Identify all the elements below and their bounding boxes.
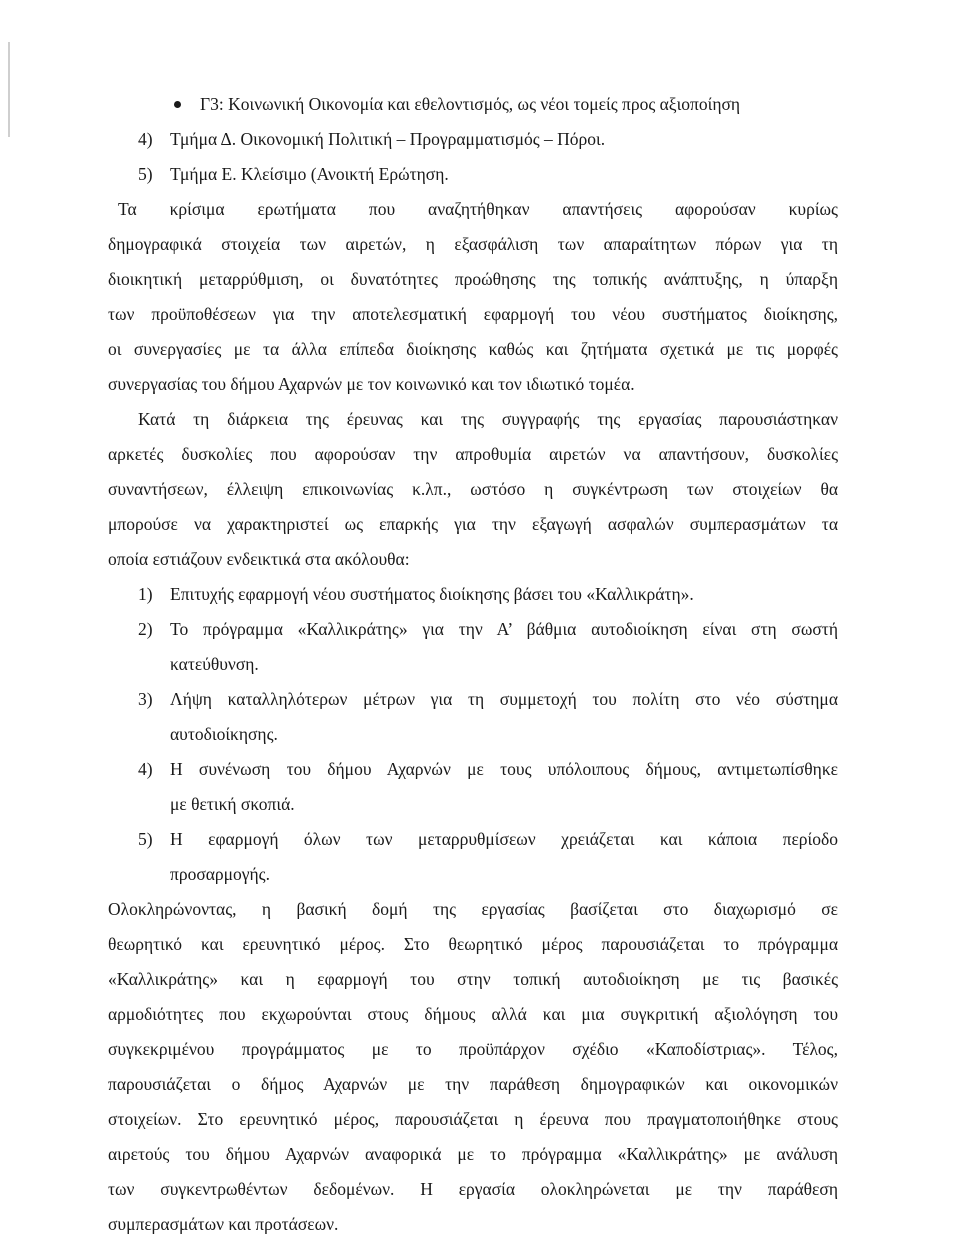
list-item: 2) Το πρόγραμμα «Καλλικράτης» για την Α’ βάθμια αυτοδιοίκηση είναι στη σωστή [138,619,838,639]
paragraph-line: μπορούσε να χαρακτηριστεί ως επαρκής για την εξαγωγή ασφαλών συμπερασμάτων τα [108,514,838,534]
paragraph-line: των προϋποθέσεων για την αποτελεσματική εφαρμογή του νέου συστήματος διοίκησης, [108,304,838,324]
paragraph-line: συμπερασμάτων και προτάσεων. [108,1214,339,1234]
bullet-dot-icon [174,101,181,108]
list-item-continuation: με θετική σκοπιά. [170,794,295,814]
list-item-continuation: αυτοδιοίκησης. [170,724,278,744]
paragraph-difficulties [108,402,838,577]
list-item-continuation: κατεύθυνση. [170,654,259,674]
paragraph-line: δημογραφικά στοιχεία των αιρετών, η εξασφάλιση των απαραίτητων πόρων για τη [108,234,838,254]
scan-edge-line [8,42,10,137]
bullet-item [108,87,838,122]
paragraph-line: διοικητική μεταρρύθμιση, οι δυνατότητες προώθησης της τοπικής ανάπτυξης, η ύπαρξη [108,269,838,289]
conclusions-list [108,577,838,892]
document-page [108,87,838,1242]
list-item: 4) Η συνένωση του δήμου Αχαρνών με τους υπόλοιπους δήμους, αντιμετωπίσθηκε [138,759,838,779]
paragraph-line: «Καλλικράτης» και η εφαρμογή του στην τοπική αυτοδιοίκηση με τις βασικές [108,969,838,989]
paragraph-structure [108,892,838,1242]
paragraph-line: συγκεκριμένου προγράμματος με το προϋπάρχον σχέδιο «Καποδίστριας». Τέλος, [108,1039,838,1059]
paragraph-line: των συγκεντρωθέντων δεδομένων. Η εργασία ολοκληρώνεται με την παράθεση [108,1179,838,1199]
paragraph-line: οποία εστιάζουν ενδεικτικά στα ακόλουθα: [108,549,410,569]
paragraph-line: αρκετές δυσκολίες που αφορούσαν την απροθυμία αιρετών να απαντήσουν, δυσκολίες [108,444,838,464]
paragraph-line: παρουσιάζεται ο δήμος Αχαρνών με την παράθεση δημογραφικών και οικονομικών [108,1074,838,1094]
paragraph-line: Κατά τη διάρκεια της έρευνας και της συγγραφής της εργασίας παρουσιάστηκαν [138,409,838,429]
paragraph-line: αρμοδιότητες που εκχωρούνται στους δήμους αλλά και μια συγκριτική αξιολόγηση του [108,1004,838,1024]
list-item: 5) Η εφαρμογή όλων των μεταρρυθμίσεων χρειάζεται και κάποια περίοδο [138,829,838,849]
paragraph-line: στοιχείων. Στο ερευνητικό μέρος, παρουσιάζεται η έρευνα που πραγματοποιήθηκε στους [108,1109,838,1129]
paragraph-questions [108,192,838,402]
section-item-5: 5) Τμήμα Ε. Κλείσιμο (Ανοικτή Ερώτηση. [138,164,449,184]
list-item-continuation: προσαρμογής. [170,864,270,884]
paragraph-line: Ολοκληρώνοντας, η βασική δομή της εργασίας βασίζεται στο διαχωρισμό σε [108,899,838,919]
paragraph-line: οι συνεργασίες με τα άλλα επίπεδα διοίκησης καθώς και ζητήματα σχετικά με τις μορφές [108,339,838,359]
paragraph-line: συνεργασίας του δήμου Αχαρνών με τον κοινωνικό και τον ιδιωτικό τομέα. [108,374,635,394]
list-item: 3) Λήψη καταλληλότερων μέτρων για τη συμμετοχή του πολίτη στο νέο σύστημα [138,689,838,709]
list-item: 1) Επιτυχής εφαρμογή νέου συστήματος διοίκησης βάσει του «Καλλικράτη». [138,584,694,604]
paragraph-line: Τα κρίσιμα ερωτήματα που αναζητήθηκαν απαντήσεις αφορούσαν κυρίως [118,199,838,219]
paragraph-line: συναντήσεων, έλλειψη επικοινωνίας κ.λπ., ωστόσο η συγκέντρωση των στοιχείων θα [108,479,838,499]
paragraph-line: θεωρητικό και ερευνητικό μέρος. Στο θεωρητικό μέρος παρουσιάζεται το πρόγραμμα [108,934,838,954]
paragraph-line: αιρετούς του δήμου Αχαρνών αναφορικά με το πρόγραμμα «Καλλικράτης» με ανάλυση [108,1144,838,1164]
section-item-4: 4) Τμήμα Δ. Οικονομική Πολιτική – Προγραμματισμός – Πόροι. [138,129,606,149]
bullet-text: Γ3: Κοινωνική Οικονομία και εθελοντισμός, ως νέοι τομείς προς αξιοποίηση [200,94,741,114]
